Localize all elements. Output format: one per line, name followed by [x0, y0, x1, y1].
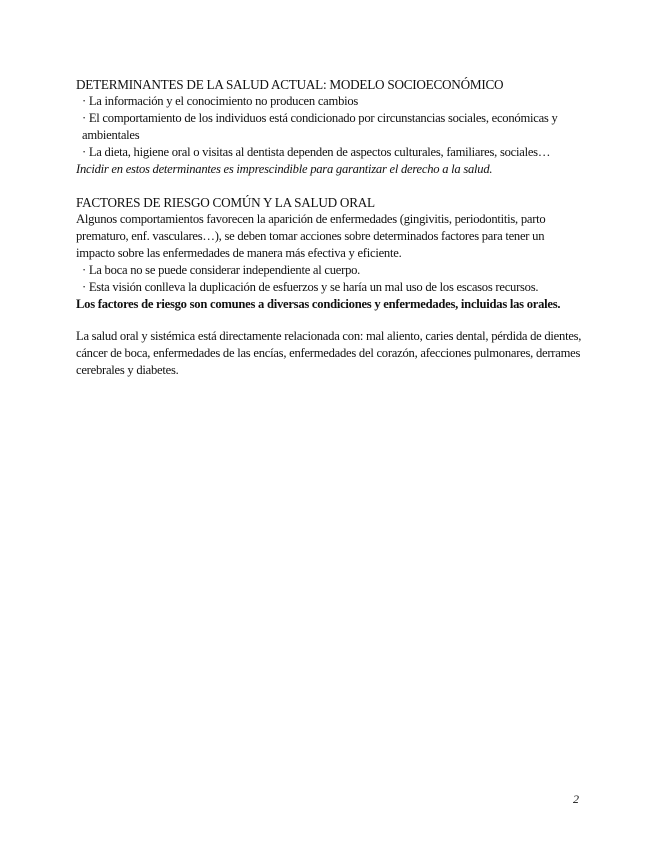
- bullet-item: · Esta visión conlleva la duplicación de esfuerzos y se haría un mal uso de los escasos recursos.: [82, 280, 539, 295]
- conclusion-statement: Los factores de riesgo son comunes a diversas condiciones y enfermedades, incluidas las orales.: [76, 297, 561, 312]
- page-content: [76, 76, 582, 380]
- bullet-item: · La boca no se puede considerar independiente al cuerpo.: [82, 262, 361, 277]
- bullet-item: · La dieta, higiene oral o visitas al dentista dependen de aspectos culturales, familiares, sociales…: [82, 145, 551, 160]
- bullet-item: · La información y el conocimiento no producen cambios: [82, 94, 359, 109]
- page-number: 2: [573, 792, 579, 806]
- intro-paragraph: Algunos comportamientos favorecen la aparición de enfermedades (gingivitis, periodontitis, parto prematuro, enf. vasculares…), se deben tomar acciones sobre determinados factores para tener un impacto sobre las enfermedades de manera más efectiva y eficiente.: [76, 211, 546, 260]
- section-title-factores-riesgo: FACTORES DE RIESGO COMÚN Y LA SALUD ORAL: [76, 194, 375, 210]
- systemic-health-paragraph: La salud oral y sistémica está directamente relacionada con: mal aliento, caries dental, pérdida de dientes, cáncer de boca, enfermedades de las encías, enfermedades del corazón, afecciones pulmonares, derrames cerebrales y diabetes.: [76, 329, 582, 378]
- bullet-item: · El comportamiento de los individuos está condicionado por circunstancias sociales, económicas y ambientales: [82, 111, 558, 143]
- spacer: [76, 313, 582, 328]
- spacer: [76, 179, 582, 194]
- emphasis-statement: Incidir en estos determinantes es imprescindible para garantizar el derecho a la salud.: [76, 162, 493, 177]
- section-title-determinantes: DETERMINANTES DE LA SALUD ACTUAL: MODELO SOCIOECONÓMICO: [76, 77, 504, 92]
